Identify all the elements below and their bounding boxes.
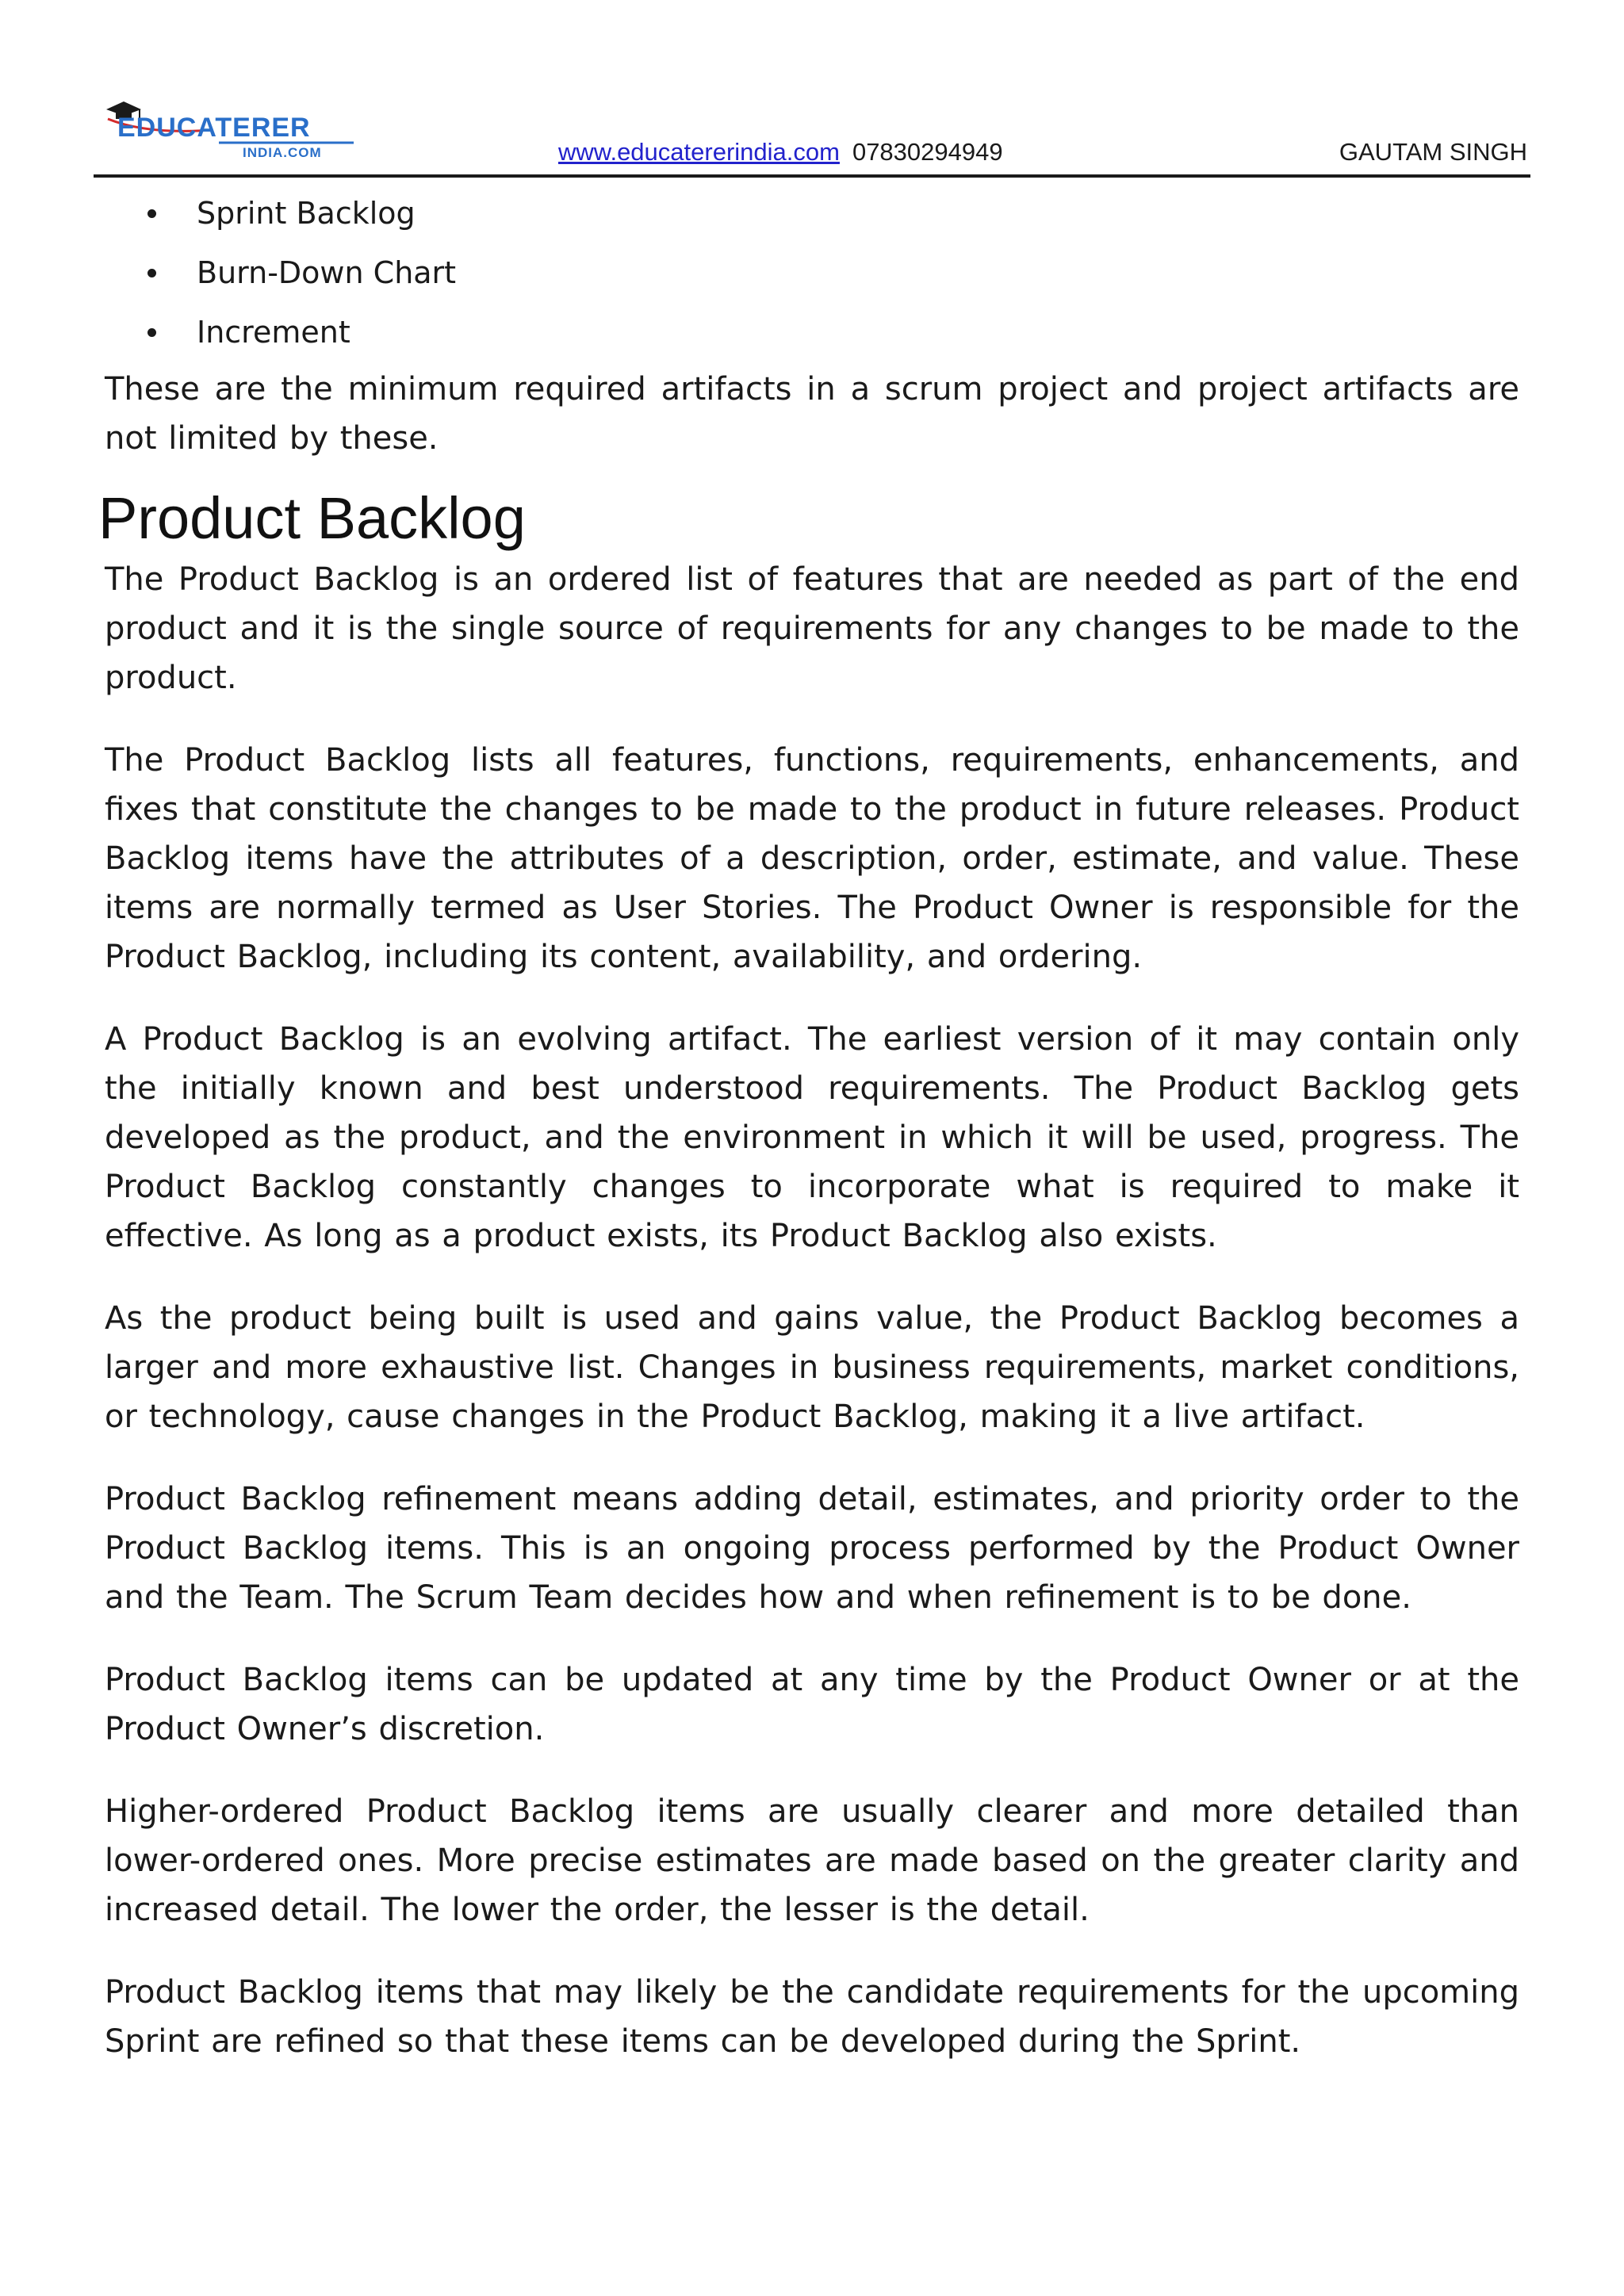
bullet-icon <box>147 328 156 337</box>
paragraph: The Product Backlog lists all features, functions, requirements, enhancements, and fixes that constitute the changes to be made to the product in future releases. Product Backlog items have the attributes of a description, order, estimate, and value. These items are normally termed as User Stories. The Product Owner is responsible for the Product Backlog, including its content, availability, and ordering. <box>105 742 1519 975</box>
paragraph: Higher-ordered Product Backlog items are usually clearer and more detailed than lower-ordered ones. More precise estimates are made based on the greater clarity and increased detail. The lower the order, the lesser is the detail. <box>105 1793 1519 1928</box>
intro-paragraph: These are the minimum required artifacts in a scrum project and project artifacts are not limited by these. <box>105 371 1519 457</box>
phone-number: 07830294949 <box>852 138 1003 166</box>
list-item-label: Sprint Backlog <box>197 196 416 231</box>
list-item-label: Burn-Down Chart <box>197 255 457 290</box>
artifact-list <box>105 184 1519 362</box>
paragraph: Product Backlog items can be updated at any time by the Product Owner or at the Product Owner’s discretion. <box>105 1662 1519 1747</box>
product-backlog-section <box>98 485 1519 2066</box>
list-item <box>105 303 1519 362</box>
paragraph: As the product being built is used and gains value, the Product Backlog becomes a larger and more exhaustive list. Changes in business requirements, market conditions, or technology, cause changes in the Product Backlog, making it a live artifact. <box>105 1300 1519 1435</box>
section-heading: Product Backlog <box>98 485 526 551</box>
list-item <box>105 243 1519 303</box>
logo-domain: INDIA.COM <box>243 145 322 160</box>
paragraph: Product Backlog refinement means adding detail, estimates, and priority order to the Product Backlog items. This is an ongoing process performed by the Product Owner and the Team. The Scrum Team decides how and when refinement is to be done. <box>105 1481 1519 1616</box>
header-contact <box>558 138 1003 166</box>
logo-wordmark: EDUCATERER <box>117 113 311 143</box>
list-item-label: Increment <box>197 315 350 350</box>
paragraph: A Product Backlog is an evolving artifact. The earliest version of it may contain only the initially known and best understood requirements. The Product Backlog gets developed as the product, and the environment in which it will be used, progress. The Product Backlog constantly changes to incorporate what is required to make it effective. As long as a product exists, its Product Backlog also exists. <box>105 1021 1519 1254</box>
paragraph: The Product Backlog is an ordered list of features that are needed as part of the end product and it is the single source of requirements for any changes to be made to the product. <box>105 561 1519 696</box>
logo-graphic <box>100 98 362 162</box>
bullet-icon <box>147 209 156 218</box>
website-link[interactable]: www.educatererindia.com <box>558 138 840 166</box>
list-item <box>105 184 1519 243</box>
page-header <box>94 94 1530 179</box>
educaterer-logo[interactable] <box>100 98 362 162</box>
header-divider <box>94 174 1530 178</box>
paragraph: Product Backlog items that may likely be the candidate requirements for the upcoming Sprint are refined so that these items can be developed during the Sprint. <box>105 1974 1519 2060</box>
document-body <box>98 184 1519 2099</box>
bullet-icon <box>147 269 156 277</box>
author-name: GAUTAM SINGH <box>1339 138 1527 166</box>
